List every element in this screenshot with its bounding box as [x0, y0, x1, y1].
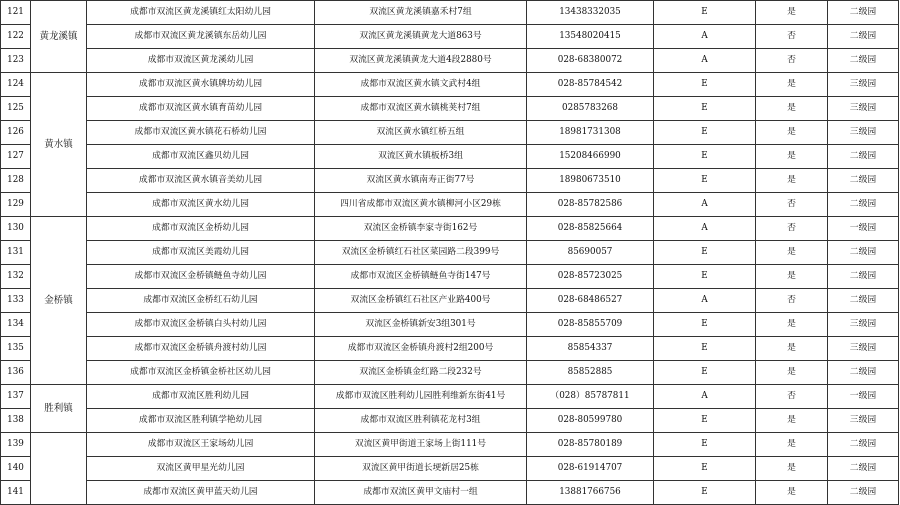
phone-cell: 028-68486527	[527, 289, 654, 313]
grade-cell: E	[654, 457, 756, 481]
phone-cell: 18981731308	[527, 121, 654, 145]
address-cell: 双流区黄龙溪镇嘉禾村7组	[315, 1, 527, 25]
level-cell: 二级园	[828, 361, 899, 385]
row-number: 140	[1, 457, 31, 481]
table-row	[1, 409, 899, 433]
table-row	[1, 361, 899, 385]
kindergarten-name: 成都市双流区金桥镇舟渡村幼儿园	[87, 337, 315, 361]
town-cell: 黄水镇	[31, 73, 87, 217]
level-cell: 二级园	[828, 265, 899, 289]
grade-cell: E	[654, 409, 756, 433]
grade-cell: E	[654, 121, 756, 145]
kindergarten-name: 成都市双流区黄龙溪幼儿园	[87, 49, 315, 73]
phone-cell: 15208466990	[527, 145, 654, 169]
phone-cell: 85854337	[527, 337, 654, 361]
address-cell: 双流区黄龙溪镇黄龙大道4段2880号	[315, 49, 527, 73]
level-cell: 三级园	[828, 121, 899, 145]
grade-cell: E	[654, 361, 756, 385]
kindergarten-name: 成都市双流区金桥幼儿园	[87, 217, 315, 241]
table-row	[1, 97, 899, 121]
level-cell: 三级园	[828, 409, 899, 433]
address-cell: 双流区黄甲街道长埂新居25栋	[315, 457, 527, 481]
address-cell: 双流区黄甲街道王家场上街111号	[315, 433, 527, 457]
kindergarten-name: 成都市双流区金桥镇金桥社区幼儿园	[87, 361, 315, 385]
phone-cell: 028-85782586	[527, 193, 654, 217]
row-number: 133	[1, 289, 31, 313]
grade-cell: E	[654, 433, 756, 457]
public-cell: 否	[756, 25, 828, 49]
public-cell: 否	[756, 385, 828, 409]
phone-cell: 028-85723025	[527, 265, 654, 289]
grade-cell: E	[654, 313, 756, 337]
phone-cell: 028-61914707	[527, 457, 654, 481]
row-number: 124	[1, 73, 31, 97]
row-number: 126	[1, 121, 31, 145]
kindergarten-name: 成都市双流区王家场幼儿园	[87, 433, 315, 457]
phone-cell: 13548020415	[527, 25, 654, 49]
address-cell: 成都市双流区金桥镇舟渡村2组200号	[315, 337, 527, 361]
grade-cell: A	[654, 385, 756, 409]
address-cell: 成都市双流区黄甲文庙村一组	[315, 481, 527, 505]
table-row	[1, 481, 899, 505]
address-cell: 双流区黄水镇南寿正街77号	[315, 169, 527, 193]
row-number: 130	[1, 217, 31, 241]
grade-cell: E	[654, 97, 756, 121]
public-cell: 是	[756, 265, 828, 289]
level-cell: 二级园	[828, 433, 899, 457]
grade-cell: A	[654, 49, 756, 73]
phone-cell: 028-85780189	[527, 433, 654, 457]
kindergarten-name: 成都市双流区黄水镇牌坊幼儿园	[87, 73, 315, 97]
public-cell: 是	[756, 457, 828, 481]
grade-cell: A	[654, 193, 756, 217]
row-number: 123	[1, 49, 31, 73]
row-number: 134	[1, 313, 31, 337]
public-cell: 是	[756, 1, 828, 25]
public-cell: 是	[756, 361, 828, 385]
address-cell: 双流区金桥镇红石社区产业路400号	[315, 289, 527, 313]
address-cell: 成都市双流区胜利幼儿园胜利维新东街41号	[315, 385, 527, 409]
phone-cell: 028-85855709	[527, 313, 654, 337]
public-cell: 是	[756, 145, 828, 169]
level-cell: 二级园	[828, 169, 899, 193]
address-cell: 双流区金桥镇金红路二段232号	[315, 361, 527, 385]
table-row	[1, 289, 899, 313]
row-number: 132	[1, 265, 31, 289]
level-cell: 二级园	[828, 457, 899, 481]
public-cell: 是	[756, 313, 828, 337]
town-cell: 黄龙溪镇	[31, 1, 87, 73]
level-cell: 二级园	[828, 1, 899, 25]
public-cell: 是	[756, 73, 828, 97]
address-cell: 双流区黄水镇板桥3组	[315, 145, 527, 169]
kindergarten-name: 成都市双流区黄甲蓝天幼儿园	[87, 481, 315, 505]
public-cell: 否	[756, 49, 828, 73]
phone-cell: 028-68380072	[527, 49, 654, 73]
level-cell: 三级园	[828, 97, 899, 121]
kindergarten-name: 双流区黄甲星光幼儿园	[87, 457, 315, 481]
grade-cell: E	[654, 169, 756, 193]
phone-cell: 18980673510	[527, 169, 654, 193]
row-number: 138	[1, 409, 31, 433]
public-cell: 否	[756, 217, 828, 241]
table-row	[1, 385, 899, 409]
phone-cell: 85852885	[527, 361, 654, 385]
table-row	[1, 433, 899, 457]
table-row	[1, 25, 899, 49]
row-number: 129	[1, 193, 31, 217]
level-cell: 二级园	[828, 25, 899, 49]
table-row	[1, 457, 899, 481]
public-cell: 是	[756, 169, 828, 193]
grade-cell: E	[654, 241, 756, 265]
address-cell: 双流区金桥镇新安3组301号	[315, 313, 527, 337]
kindergarten-name: 成都市双流区金桥镇白头村幼儿园	[87, 313, 315, 337]
table-row	[1, 73, 899, 97]
public-cell: 是	[756, 241, 828, 265]
address-cell: 成都市双流区胜利镇花龙村3组	[315, 409, 527, 433]
public-cell: 是	[756, 433, 828, 457]
row-number: 131	[1, 241, 31, 265]
phone-cell: 13438332035	[527, 1, 654, 25]
town-cell: 金桥镇	[31, 217, 87, 385]
address-cell: 双流区黄龙溪镇黄龙大道863号	[315, 25, 527, 49]
level-cell: 一级园	[828, 385, 899, 409]
address-cell: 双流区金桥镇红石社区菜园路二段399号	[315, 241, 527, 265]
phone-cell: （028）85787811	[527, 385, 654, 409]
phone-cell: 028-85784542	[527, 73, 654, 97]
row-number: 127	[1, 145, 31, 169]
row-number: 139	[1, 433, 31, 457]
level-cell: 三级园	[828, 313, 899, 337]
address-cell: 成都市双流区金桥镇鲢鱼寺街147号	[315, 265, 527, 289]
table-row	[1, 337, 899, 361]
kindergarten-name: 成都市双流区胜利幼儿园	[87, 385, 315, 409]
public-cell: 是	[756, 409, 828, 433]
public-cell: 是	[756, 121, 828, 145]
row-number: 128	[1, 169, 31, 193]
kindergarten-name: 成都市双流区胜利镇学艳幼儿园	[87, 409, 315, 433]
grade-cell: A	[654, 217, 756, 241]
public-cell: 是	[756, 337, 828, 361]
kindergarten-name: 成都市双流区黄水镇音美幼儿园	[87, 169, 315, 193]
phone-cell: 0285783268	[527, 97, 654, 121]
row-number: 136	[1, 361, 31, 385]
kindergarten-name: 成都市双流区黄龙溪镇东岳幼儿园	[87, 25, 315, 49]
kindergarten-name: 成都市双流区黄水镇花石桥幼儿园	[87, 121, 315, 145]
town-cell	[31, 433, 87, 505]
phone-cell: 13881766756	[527, 481, 654, 505]
row-number: 125	[1, 97, 31, 121]
level-cell: 二级园	[828, 481, 899, 505]
address-cell: 双流区金桥镇李家寺街162号	[315, 217, 527, 241]
level-cell: 二级园	[828, 49, 899, 73]
table-row	[1, 265, 899, 289]
public-cell: 是	[756, 481, 828, 505]
public-cell: 是	[756, 97, 828, 121]
row-number: 137	[1, 385, 31, 409]
table-row	[1, 1, 899, 25]
kindergarten-name: 成都市双流区黄水镇育苗幼儿园	[87, 97, 315, 121]
phone-cell: 028-85825664	[527, 217, 654, 241]
kindergarten-name: 成都市双流区黄龙溪镇红太阳幼儿园	[87, 1, 315, 25]
grade-cell: E	[654, 145, 756, 169]
grade-cell: E	[654, 1, 756, 25]
phone-cell: 028-80599780	[527, 409, 654, 433]
table-row	[1, 217, 899, 241]
level-cell: 二级园	[828, 289, 899, 313]
grade-cell: A	[654, 289, 756, 313]
address-cell: 双流区黄水镇红桥五组	[315, 121, 527, 145]
table-row	[1, 121, 899, 145]
row-number: 141	[1, 481, 31, 505]
row-number: 121	[1, 1, 31, 25]
table-row	[1, 145, 899, 169]
kindergarten-name: 成都市双流区金桥镇鲢鱼寺幼儿园	[87, 265, 315, 289]
grade-cell: E	[654, 481, 756, 505]
level-cell: 一级园	[828, 217, 899, 241]
grade-cell: E	[654, 73, 756, 97]
address-cell: 四川省成都市双流区黄水镇柳河小区29栋	[315, 193, 527, 217]
row-number: 135	[1, 337, 31, 361]
level-cell: 二级园	[828, 193, 899, 217]
public-cell: 否	[756, 193, 828, 217]
kindergarten-name: 成都市双流区金桥红石幼儿园	[87, 289, 315, 313]
level-cell: 二级园	[828, 241, 899, 265]
grade-cell: A	[654, 25, 756, 49]
town-cell: 胜利镇	[31, 385, 87, 433]
table-row	[1, 313, 899, 337]
kindergarten-name: 成都市双流区美霞幼儿园	[87, 241, 315, 265]
level-cell: 二级园	[828, 145, 899, 169]
table-row	[1, 169, 899, 193]
level-cell: 三级园	[828, 337, 899, 361]
table-row	[1, 241, 899, 265]
kindergarten-name: 成都市双流区黄水幼儿园	[87, 193, 315, 217]
public-cell: 否	[756, 289, 828, 313]
table-row	[1, 49, 899, 73]
row-number: 122	[1, 25, 31, 49]
level-cell: 三级园	[828, 73, 899, 97]
grade-cell: E	[654, 337, 756, 361]
grade-cell: E	[654, 265, 756, 289]
address-cell: 成都市双流区黄水镇文武村4组	[315, 73, 527, 97]
table-row	[1, 193, 899, 217]
kindergarten-name: 成都市双流区鑫贝幼儿园	[87, 145, 315, 169]
address-cell: 成都市双流区黄水镇桃荚村7组	[315, 97, 527, 121]
phone-cell: 85690057	[527, 241, 654, 265]
